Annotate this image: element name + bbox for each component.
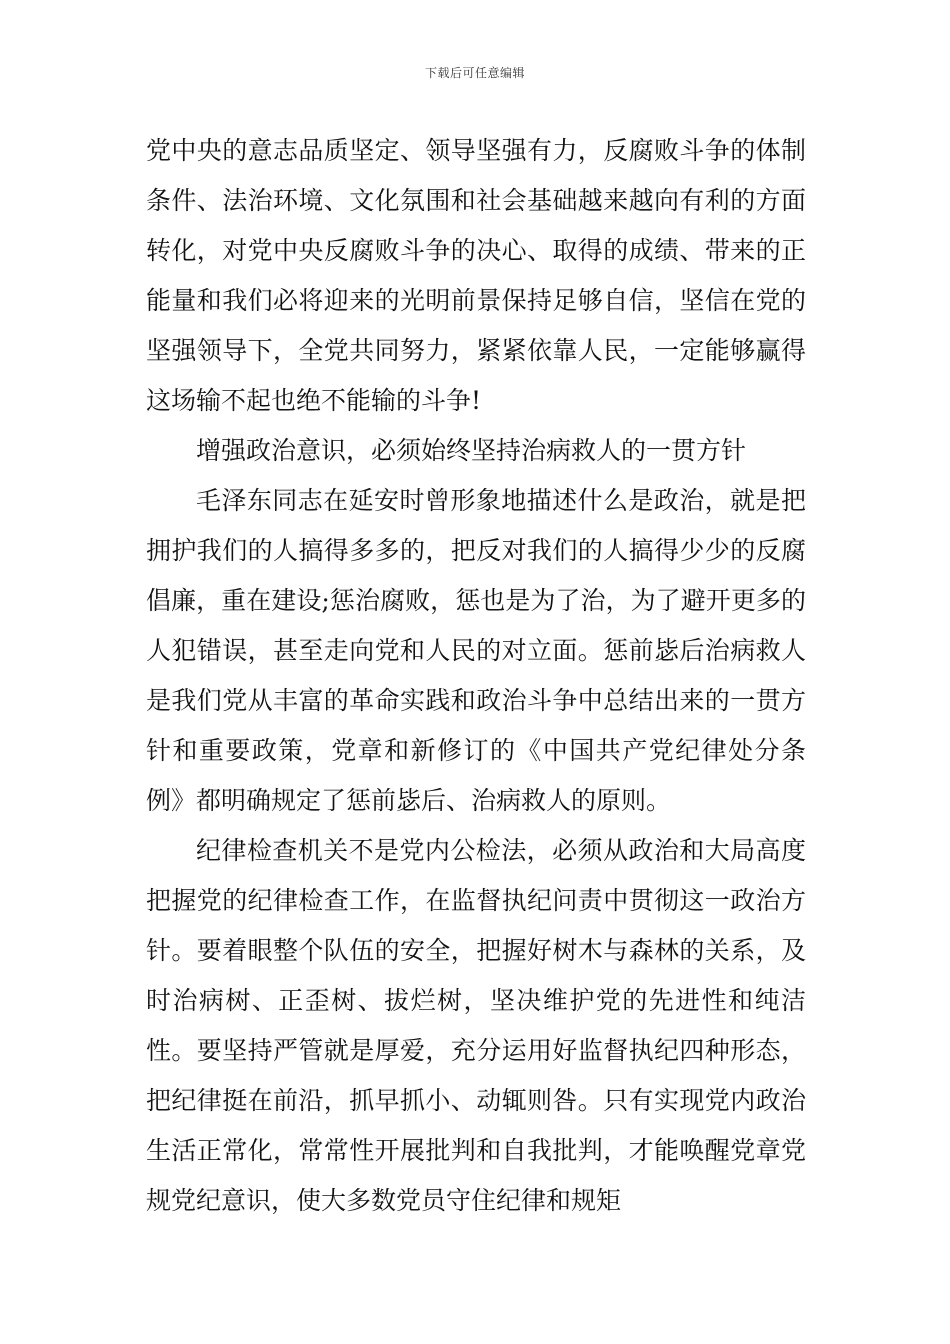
page-header: 下载后可任意编辑: [424, 66, 525, 80]
section-heading: 增强政治意识，必须始终坚持治病救人的一贯方针: [196, 436, 747, 465]
paragraph: 纪律检查机关不是党内公检法，必须从政治和大局高度把握党的纪律检查工作，在监督执纪问责中贯彻这一政治方针。要着眼整个队伍的安全，把握好树木与森林的关系，及时治病树、正歪树、拔烂树，坚决维护党的先进性和纯洁性。要坚持严管就是厚爱，充分运用好监督执纪四种形态，把纪律挺在前沿，抓早抓小、动辄则咎。只有实现党内政治生活正常化，常常性开展批判和自我批判，才能唤醒党章党规党纪意识，使大多数党员守住纪律和规矩: [146, 836, 806, 1215]
paragraph: 毛泽东同志在延安时曾形象地描述什么是政治，就是把拥护我们的人搞得多多的，把反对我们的人搞得少少的反腐倡廉，重在建设;惩治腐败，惩也是为了治，为了避开更多的人犯错误，甚至走向党和人民的对立面。惩前毖后治病救人是我们党从丰富的革命实践和政治斗争中总结出来的一贯方针和重要政策，党章和新修订的《中国共产党纪律处分条例》都明确规定了惩前毖后、治病救人的原则。: [146, 486, 806, 815]
document-body: [146, 126, 806, 1226]
paragraph-continuation: 党中央的意志品质坚定、领导坚强有力，反腐败斗争的体制条件、法治环境、文化氛围和社会基础越来越向有利的方面转化，对党中央反腐败斗争的决心、取得的成绩、带来的正能量和我们必将迎来的光明前景保持足够自信，坚信在党的坚强领导下，全党共同努力，紧紧依靠人民，一定能够赢得这场输不起也绝不能输的斗争!: [146, 136, 806, 415]
